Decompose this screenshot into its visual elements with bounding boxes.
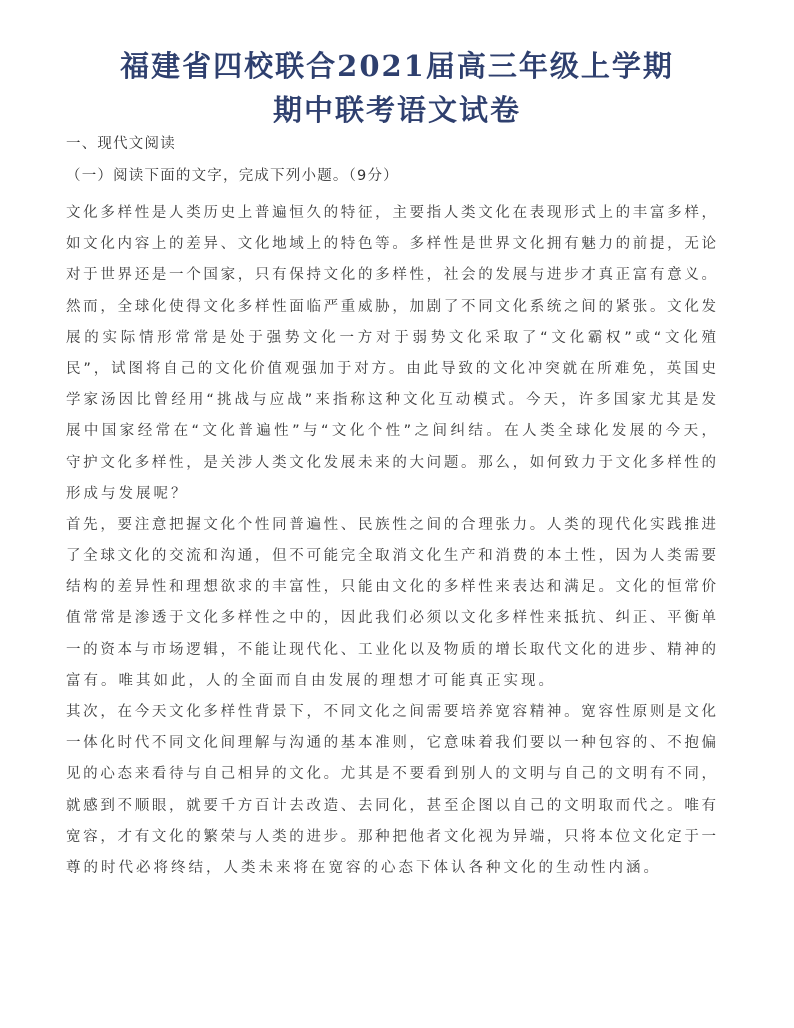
- passage-line: 展中国家经常在“文化普遍性”与“文化个性”之间纠结。在人类全球化发展的今天，: [66, 423, 716, 440]
- passage-line: 文化多样性是人类历史上普遍恒久的特征，主要指人类文化在表现形式上的丰富多样，: [66, 205, 716, 221]
- passage-line: 一体化时代不同文化间理解与沟通的基本准则，它意味着我们要以一种包容的、不抱偏: [66, 735, 716, 752]
- passage-line: 宽容，才有文化的繁荣与人类的进步。那种把他者文化视为异端，只将本位文化定于一: [66, 828, 716, 845]
- passage-line: 然而，全球化使得文化多样性面临严重威胁，加剧了不同文化系统之间的紧张。文化发: [66, 298, 716, 315]
- passage-line: 富有。唯其如此，人的全面而自由发展的理想才可能真正实现。: [66, 672, 556, 689]
- passage-line: 守护文化多样性，是关涉人类文化发展未来的大问题。那么，如何致力于文化多样性的: [66, 454, 716, 471]
- exam-title-line-2: 期中联考语文试卷: [272, 93, 521, 127]
- reading-passage: [66, 198, 716, 884]
- section-heading: 一、现代文阅读: [66, 136, 176, 152]
- passage-line: 值常常是渗透于文化多样性之中的，因此我们必须以文化多样性来抵抗、纠正、平衡单: [66, 610, 716, 627]
- passage-line: 了全球文化的交流和沟通，但不可能完全取消文化生产和消费的本土性，因为人类需要: [66, 548, 716, 565]
- passage-line: 一的资本与市场逻辑，不能让现代化、工业化以及物质的增长取代文化的进步、精神的: [66, 641, 716, 658]
- passage-line: 民”，试图将自己的文化价值观强加于对方。由此导致的文化冲突就在所难免，英国史: [66, 360, 716, 377]
- passage-line: 尊的时代必将终结，人类未来将在宽容的心态下体认各种文化的生动性内涵。: [66, 859, 661, 876]
- question-instruction: （一）阅读下面的文字，完成下列小题。（9分）: [66, 168, 399, 184]
- exam-title-line-1: 福建省四校联合2021届高三年级上学期: [120, 49, 674, 83]
- passage-line: 就感到不顺眼，就要千方百计去改造、去同化，甚至企图以自己的文明取而代之。唯有: [66, 797, 716, 814]
- passage-line: 其次，在今天文化多样性背景下，不同文化之间需要培养宽容精神。宽容性原则是文化: [66, 704, 716, 720]
- passage-line: 对于世界还是一个国家，只有保持文化的多样性，社会的发展与进步才真正富有意义。: [66, 267, 716, 284]
- passage-line: 首先，要注意把握文化个性同普遍性、民族性之间的合理张力。人类的现代化实践推进: [66, 516, 716, 533]
- passage-line: 见的心态来看待与自己相异的文化。尤其是不要看到别人的文明与自己的文明有不同，: [66, 766, 716, 783]
- passage-line: 学家汤因比曾经用“挑战与应战”来指称这种文化互动模式。今天，许多国家尤其是发: [66, 392, 716, 409]
- passage-line: 展的实际情形常常是处于强势文化一方对于弱势文化采取了“文化霸权”或“文化殖: [66, 329, 716, 346]
- passage-line: 结构的差异性和理想欲求的丰富性，只能由文化的多样性来表达和满足。文化的恒常价: [66, 579, 716, 596]
- passage-line: 形成与发展呢？: [66, 485, 189, 502]
- passage-line: 如文化内容上的差异、文化地域上的特色等。多样性是世界文化拥有魅力的前提，无论: [66, 236, 716, 253]
